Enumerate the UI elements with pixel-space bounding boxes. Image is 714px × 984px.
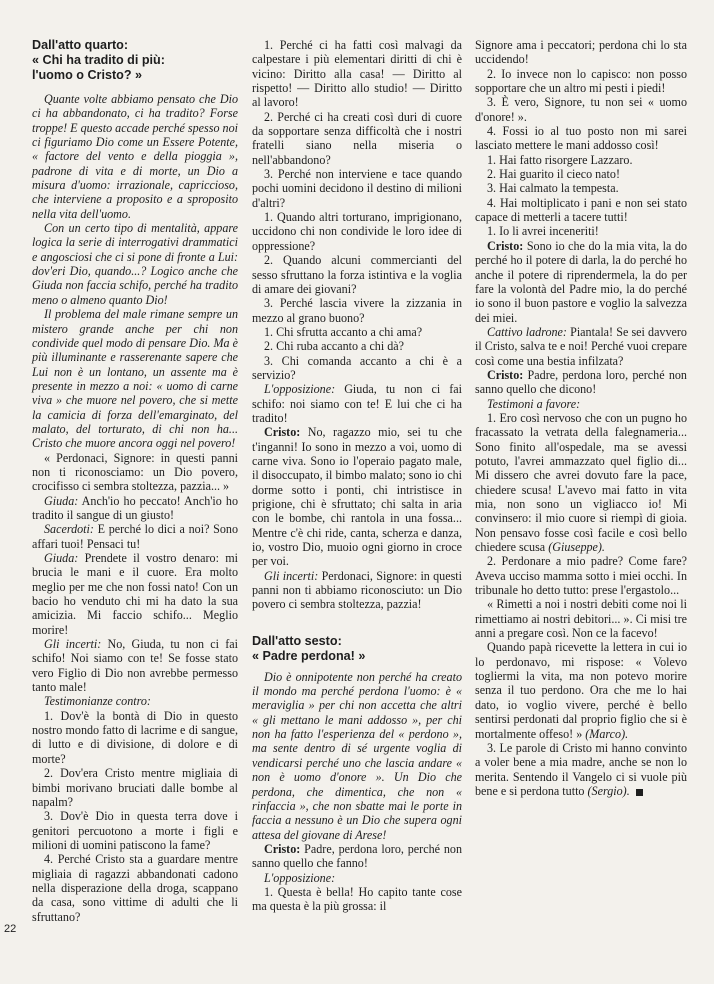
list-item: 3. Hai calmato la tempesta. [487,181,619,196]
list-item: 3. È vero, Signore, tu non sei « uomo d'onore! ». [475,95,687,124]
list-item: 3. Dov'è Dio in questa terra dove i genitori percuotono a morte i figli e milioni di uomini patiscono la fame? [32,809,238,852]
testimony: 3. Le parole di Cristo mi hanno convinto a voler bene a mia madre, anche se non lo merita. Sentendo il Vangelo ci si vuole più bene e si perdona tutto (Sergio). [475,740,687,798]
dialogue-line: Cristo: Sono io che do la mia vita, la do perché ho il potere di darla, la do perché ho anche il potere di riprendermela, la do per fare la volontà del Padre mio, la do perché io sono il buon pastore e voglio la salvezza dei miei. [475,238,687,325]
list-item: 2. Chi ruba accanto a chi dà? [264,339,405,354]
list-item: 2. Quando alcuni commercianti del sesso sfruttano la forza istintiva e la voglia di amare dei giovani? [252,253,462,296]
dialogue-line: Cristo: Padre, perdona loro, perché non sanno quello che dicono! [475,367,687,397]
testimony: 2. Perdonare a mio padre? Come fare? Aveva ucciso mamma sotto i miei occhi. In tribunale ho detto tutto: prese l'ergastolo... [475,554,687,598]
list-item: 1. Dov'è la bontà di Dio in questo nostro mondo fatto di lacrime e di sangue, di lutto e di divisione, di dolore e di morte? [32,708,238,766]
intro-paragraph: Dio è onnipotente non perché ha creato il mondo ma perché perdona l'uomo: è « meraviglia » per chi non accetta che altri « gli mettano le mani addosso », per chi non ha fatto l'esperienza del « perdono », ma sente dentro di sé urgente voglia di vendicarsi perché uno che lascia andare « non è uomo d'onore ». Un Dio che perdona, che dimentica, che non « rinfaccia », che non sbatte mai le porte in faccia a nessuno è un Dio che supera ogni attesa del giovane di Arese! [252,669,462,842]
list-item: 1. Hai fatto risorgere Lazzaro. [487,152,633,167]
subheading: L'opposizione: [264,870,336,885]
list-item: 1. Quando altri torturano, imprigionano, uccidono chi non condivide le loro idee di oppressione? [252,210,462,253]
column-2 [252,38,462,914]
dialogue-line: Giuda: Anch'io ho peccato! Anch'io ho tradito il sangue di un giusto! [32,493,238,522]
dialogue-line: Giuda: Prendete il vostro denaro: mi brucia le mani e il cuore. Era molto meglio per me che non fossi nato! Con un bacio ho venduto chi mi ha dato la sua amicizia. Mi faccio schifo... Meglio morire! [32,551,239,637]
list-item: 1. Chi sfrutta accanto a chi ama? [264,324,423,339]
testimony: 1. Ero così nervoso che con un pugno ho fracassato la vetrata della falegnameria... Sono finito all'ospedale, ma se avessi potuto, l'avrei ammazzato quel figlio di... Mi dissero che avrei dovuto fare la pace, chiedere scusa! L'avevo mai fatto in vita mia, non sono un vigliacco io! Mi convinsero: il mio cuore si riempì di gioia. Non pensavo fosse così facile e così bello chiedere scusa (Giuseppe). [475,410,687,555]
dialogue-line: Cristo: No, ragazzo mio, sei tu che t'inganni! Io sono in mezzo a voi, uomo di carne viva. Sono io l'operaio pagato male, il disoccupato, il bimbo malato; sono io chi dorme sotto i ponti, chi intristisce in prigione, chi è sfruttato; chi salta in aria con le bombe, chi rantola in una fossa... Mentre c'è chi ride, canta, scherza e danza, io, vostro Dio, muoio ogni giorno in croce per voi. [252,425,462,569]
list-item: 2. Hai guarito il cieco nato! [487,167,620,182]
list-item: 3. Perché non interviene e tace quando pochi uomini decidono il destino di milioni d'altri? [252,167,462,210]
column-3 [475,38,687,798]
paragraph: Signore ama i peccatori; perdona chi lo sta uccidendo! [475,38,687,67]
column-1 [32,38,238,924]
page-number: 22 [4,923,17,935]
dialogue-line: L'opposizione: Giuda, tu non ci fai schifo: noi siamo con te! E lui che ci ha tradito! [252,382,463,425]
paragraph: « Perdonaci, Signore: in questi panni non ti riconosciamo: un Dio povero, crocifisso ci sembra stoltezza, pazzia... » [32,450,238,494]
subheading: Testimonianze contro: [44,694,151,709]
dialogue-line: Gli incerti: No, Giuda, tu non ci fai schifo! Noi siamo con te! Se fosse stato vero Figlio di Dio non avrebbe permesso tanto male! [32,637,239,695]
intro-paragraph: Con un certo tipo di mentalità, appare logica la serie di interrogativi drammatici e angosciosi che ci si pone di fronte a Lui: dov'eri Dio, quando...? Logico anche che Giuda non faccia schifo, perché ha tradito meno o almeno quanto Dio! [32,221,238,307]
list-item: 4. Perché Cristo sta a guardare mentre migliaia di ragazzi abbandonati cadono nella disperazione della droga, scappano da casa, sono vittime di adulti che li sfruttano? [32,852,238,924]
section-heading: Dall'atto sesto: « Padre perdona! » [252,633,366,663]
intro-paragraph: Il problema del male rimane sempre un mistero grande anche per chi non condivide quel modo di pensare Dio. Ma è più illuminante e rasserenante sapere che Lui non è un lontano, un assente ma è presente in mezzo a noi: « uomo di carne viva » che muore nel povero, che si mette la camicia di forza dell'emarginato, del malato, del torturato, di chi non ha... Cristo che muore ancora oggi nel povero! [32,307,238,451]
list-item: 2. Dov'era Cristo mentre migliaia di bimbi morivano bruciati dalle bombe al napalm? [32,766,238,809]
dialogue-line: Cattivo ladrone: Piantala! Se sei davvero il Cristo, salva te e noi! Perché vuoi crepare così come una bestia infilzata? [475,324,687,368]
section-heading: Dall'atto quarto: « Chi ha tradito di più: l'uomo o Cristo? » [32,38,165,82]
list-item: 4. Fossi io al tuo posto non mi sarei lasciato mettere le mani addosso così! [475,124,687,153]
testimony: Quando papà ricevette la lettera in cui io lo perdonavo, mi rispose: « Volevo togliermi la vita, ma non potevo morire senza il tuo perdono. Ora che me lo hai dato, io voglio vivere, perché è bello sentirsi perdonati dal proprio figlio che si è mortalmente offeso! » (Marco). [475,640,687,741]
intro-paragraph: Quante volte abbiamo pensato che Dio ci ha abbandonato, ci ha tradito? Forse troppe! E questo accade perché spesso noi ci figuriamo Dio come un Essere Potente, « factore del vento e della pioggia », padrone di vita e di morte, un Dio a misura d'uomo: irrazionale, capriccioso, che interviene a proposito e a sproposito nella vita dell'uomo. [32,92,238,221]
subheading: Testimoni a favore: [487,396,581,411]
list-item: 1. Questa è bella! Ho capito tante cose ma questa è la più grossa: il [252,884,462,914]
list-item: 3. Chi comanda accanto a chi è a servizio? [252,353,462,382]
testimony: « Rimetti a noi i nostri debiti come noi li rimettiamo ai nostri debitori... ». Ci misi tre anni a pregare così. Non ce la facevo! [475,597,687,641]
dialogue-line: Cristo: Padre, perdona loro, perché non sanno quello che fanno! [252,841,462,871]
dialogue-line: Gli incerti: Perdonaci, Signore: in questi panni non ti abbiamo riconosciuto: un Dio povero ci sembra stoltezza, pazzia! [252,568,462,612]
dialogue-line: Sacerdoti: E perché lo dici a noi? Sono affari tuoi! Pensaci tu! [32,522,238,551]
list-item: 3. Perché lascia vivere la zizzania in mezzo al grano buono? [252,296,462,325]
list-item: 1. Perché ci ha fatti così malvagi da calpestare i più elementari diritti di chi è vicino: Diritto alla casa! — Diritto al rispetto! — Diritto allo studio! — Diritto al lavoro! [252,38,462,110]
list-item: 1. Io li avrei inceneriti! [487,224,599,239]
list-item: 2. Perché ci ha creati così duri di cuore da sopportare senza difficoltà che i nostri fratelli siano nella miseria o nell'abbandono? [252,109,462,167]
end-mark [636,789,643,796]
list-item: 4. Hai moltiplicato i pani e non sei stato capace di metterli a tacere tutti! [475,195,687,225]
list-item: 2. Io invece non lo capisco: non posso sopportare che un altro mi pesti i piedi! [475,66,687,96]
